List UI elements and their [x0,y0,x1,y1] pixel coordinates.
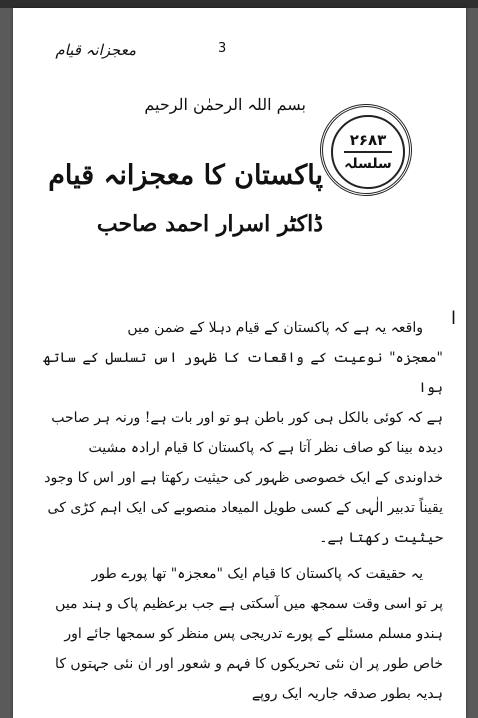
para-2-line-5: ہدیہ بطور صدقہ جاریہ ایک روپے [251,686,443,702]
library-stamp [320,104,412,196]
para-2-line-2: پر تو اسی وقت سمجھ میں آسکتی ہے جب برعظیم پاک و ہند میں [55,596,443,612]
author-name: ڈاکٹر اسرار احمد صاحب [96,211,323,237]
bismillah-line: بسم اللہ الرحمٰن الرحیم [144,95,306,114]
para-2-line-3: ہندو مسلم مسئلے کے پورے تدریجی پس منظر کو سمجھا جائے اور [64,626,443,642]
para-2-line-1: یہ حقیقت کہ پاکستان کا قیام ایک "معجزہ" تھا پورے طور [91,566,423,582]
para-1-line-1: واقعہ یہ ہے کہ پاکستان کے قیام دہلا کے ضمن میں [127,320,423,336]
running-header-title: معجزانہ قیام [55,41,136,59]
page-number: 3 [218,41,227,56]
stamp-word: سلسلہ [344,156,392,172]
stamp-divider [344,151,392,153]
para-1-line-3: ہے کہ کوئی بالکل ہی کور باطن ہو تو اور بات ہے! ورنہ ہر صاحب [51,410,443,426]
para-2-line-4: خاص طور پر ان نئی تحریکوں کا فہم و شعور اور ان نئی جہتوں کا [55,656,443,672]
document-page [13,8,466,718]
para-1-line-2: "معجزہ" نوعیت کے واقعات کا ظہور اس تسلسل کے ساتھ ہوا [43,350,443,396]
stamp-number: ۲۶۸۳ [349,131,387,149]
para-1-line-6: یقیناً تدبیر الٰہی کے کسی طویل المیعاد منصوبے کی ایک اہم کڑی کی [47,500,443,516]
para-1-line-7: حیثیت رکھتا ہے۔ [319,530,443,546]
para-1-line-5: خداوندی کے ایک خصوصی ظہور کی حیثیت رکھتا ہے اور اس کا وجود [44,470,443,486]
para-1-line-4: دیدہ بینا کو صاف نظر آتا ہے کہ پاکستان کا قیام ارادہ مشیت [88,440,443,456]
document-title: پاکستان کا معجزانہ قیام [48,160,323,191]
margin-mark: ا [451,308,457,329]
viewer-toolbar [0,0,478,8]
library-stamp-inner [331,115,405,189]
body-text [43,313,443,709]
